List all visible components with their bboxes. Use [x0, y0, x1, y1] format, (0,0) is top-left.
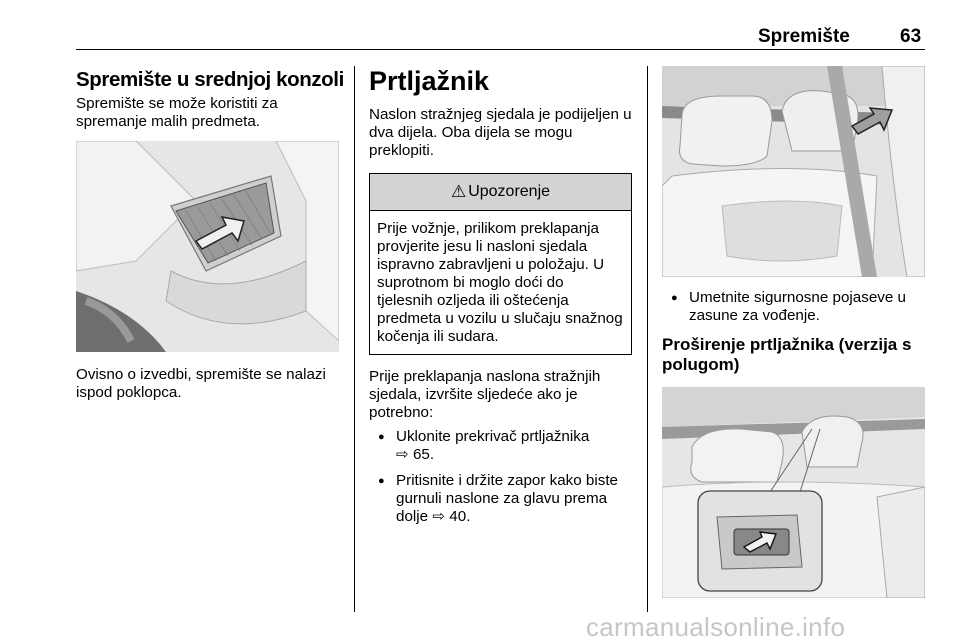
- warning-box: [369, 173, 632, 355]
- warning-triangle-icon: ⚠: [450, 182, 467, 201]
- list-item: ● Pritisnite i držite zapor kako biste gurnuli naslone za glavu prema dolje ⇨ 40.: [369, 472, 632, 526]
- column-3: [662, 289, 925, 375]
- trunk-intro: Naslon stražnjeg sjedala je podijeljen u dva dijela. Oba dijela se mogu preklopiti.: [369, 106, 632, 159]
- column-divider-1: [354, 66, 355, 612]
- section-heading-console: Spremište u srednjoj konzoli: [76, 68, 344, 91]
- header-title: Spremište: [758, 26, 850, 47]
- warning-title: Upozorenje: [468, 183, 551, 200]
- column-1-caption: [76, 366, 342, 402]
- section-heading-trunk: Prtljažnik: [369, 66, 490, 96]
- page-reference[interactable]: 40.: [449, 508, 471, 525]
- reference-arrow-icon: ⇨: [432, 508, 446, 525]
- console-storage-illustration: [76, 141, 339, 352]
- warning-header: [370, 174, 631, 211]
- instruction-list: [369, 428, 632, 526]
- watermark: carmanualsonline.info: [586, 612, 846, 642]
- column-1: [76, 68, 342, 131]
- section-heading-extension: Proširenje prtljažnika (verzija s polugom): [662, 335, 912, 374]
- belt-instruction-list: [662, 289, 925, 325]
- list-item: ● Uklonite prekrivač prtljažnika ⇨ 65.: [369, 428, 632, 464]
- trunk-extension-lever-illustration: [662, 387, 925, 598]
- page-number: 63: [900, 26, 922, 47]
- warning-text: Prije vožnje, prilikom preklapanja provjerite jesu li nasloni sjedala ispravno zabravljeni u položaju. U suprotnom bi moglo doći do tjelesnih ozljeda ili oštećenja predmeta u vozilu u slučaju snažnog kočenja ili sudara.: [377, 220, 623, 345]
- console-intro: Spremište se može koristiti za spremanje malih predmeta.: [76, 95, 278, 130]
- console-caption: Ovisno o izvedbi, spremište se nalazi ispod poklopca.: [76, 366, 326, 401]
- header-rule: [76, 49, 925, 50]
- rear-seat-belt-illustration: [662, 66, 925, 277]
- column-2: [369, 66, 632, 534]
- reference-arrow-icon: ⇨: [396, 446, 409, 463]
- page-reference[interactable]: 65.: [412, 446, 435, 463]
- list-item: ● Umetnite sigurnosne pojaseve u zasune za vođenje.: [662, 289, 925, 325]
- folding-instructions: Prije preklapanja naslona stražnjih sjedala, izvršite sljedeće ako je potrebno:: [369, 368, 601, 421]
- column-divider-2: [647, 66, 648, 612]
